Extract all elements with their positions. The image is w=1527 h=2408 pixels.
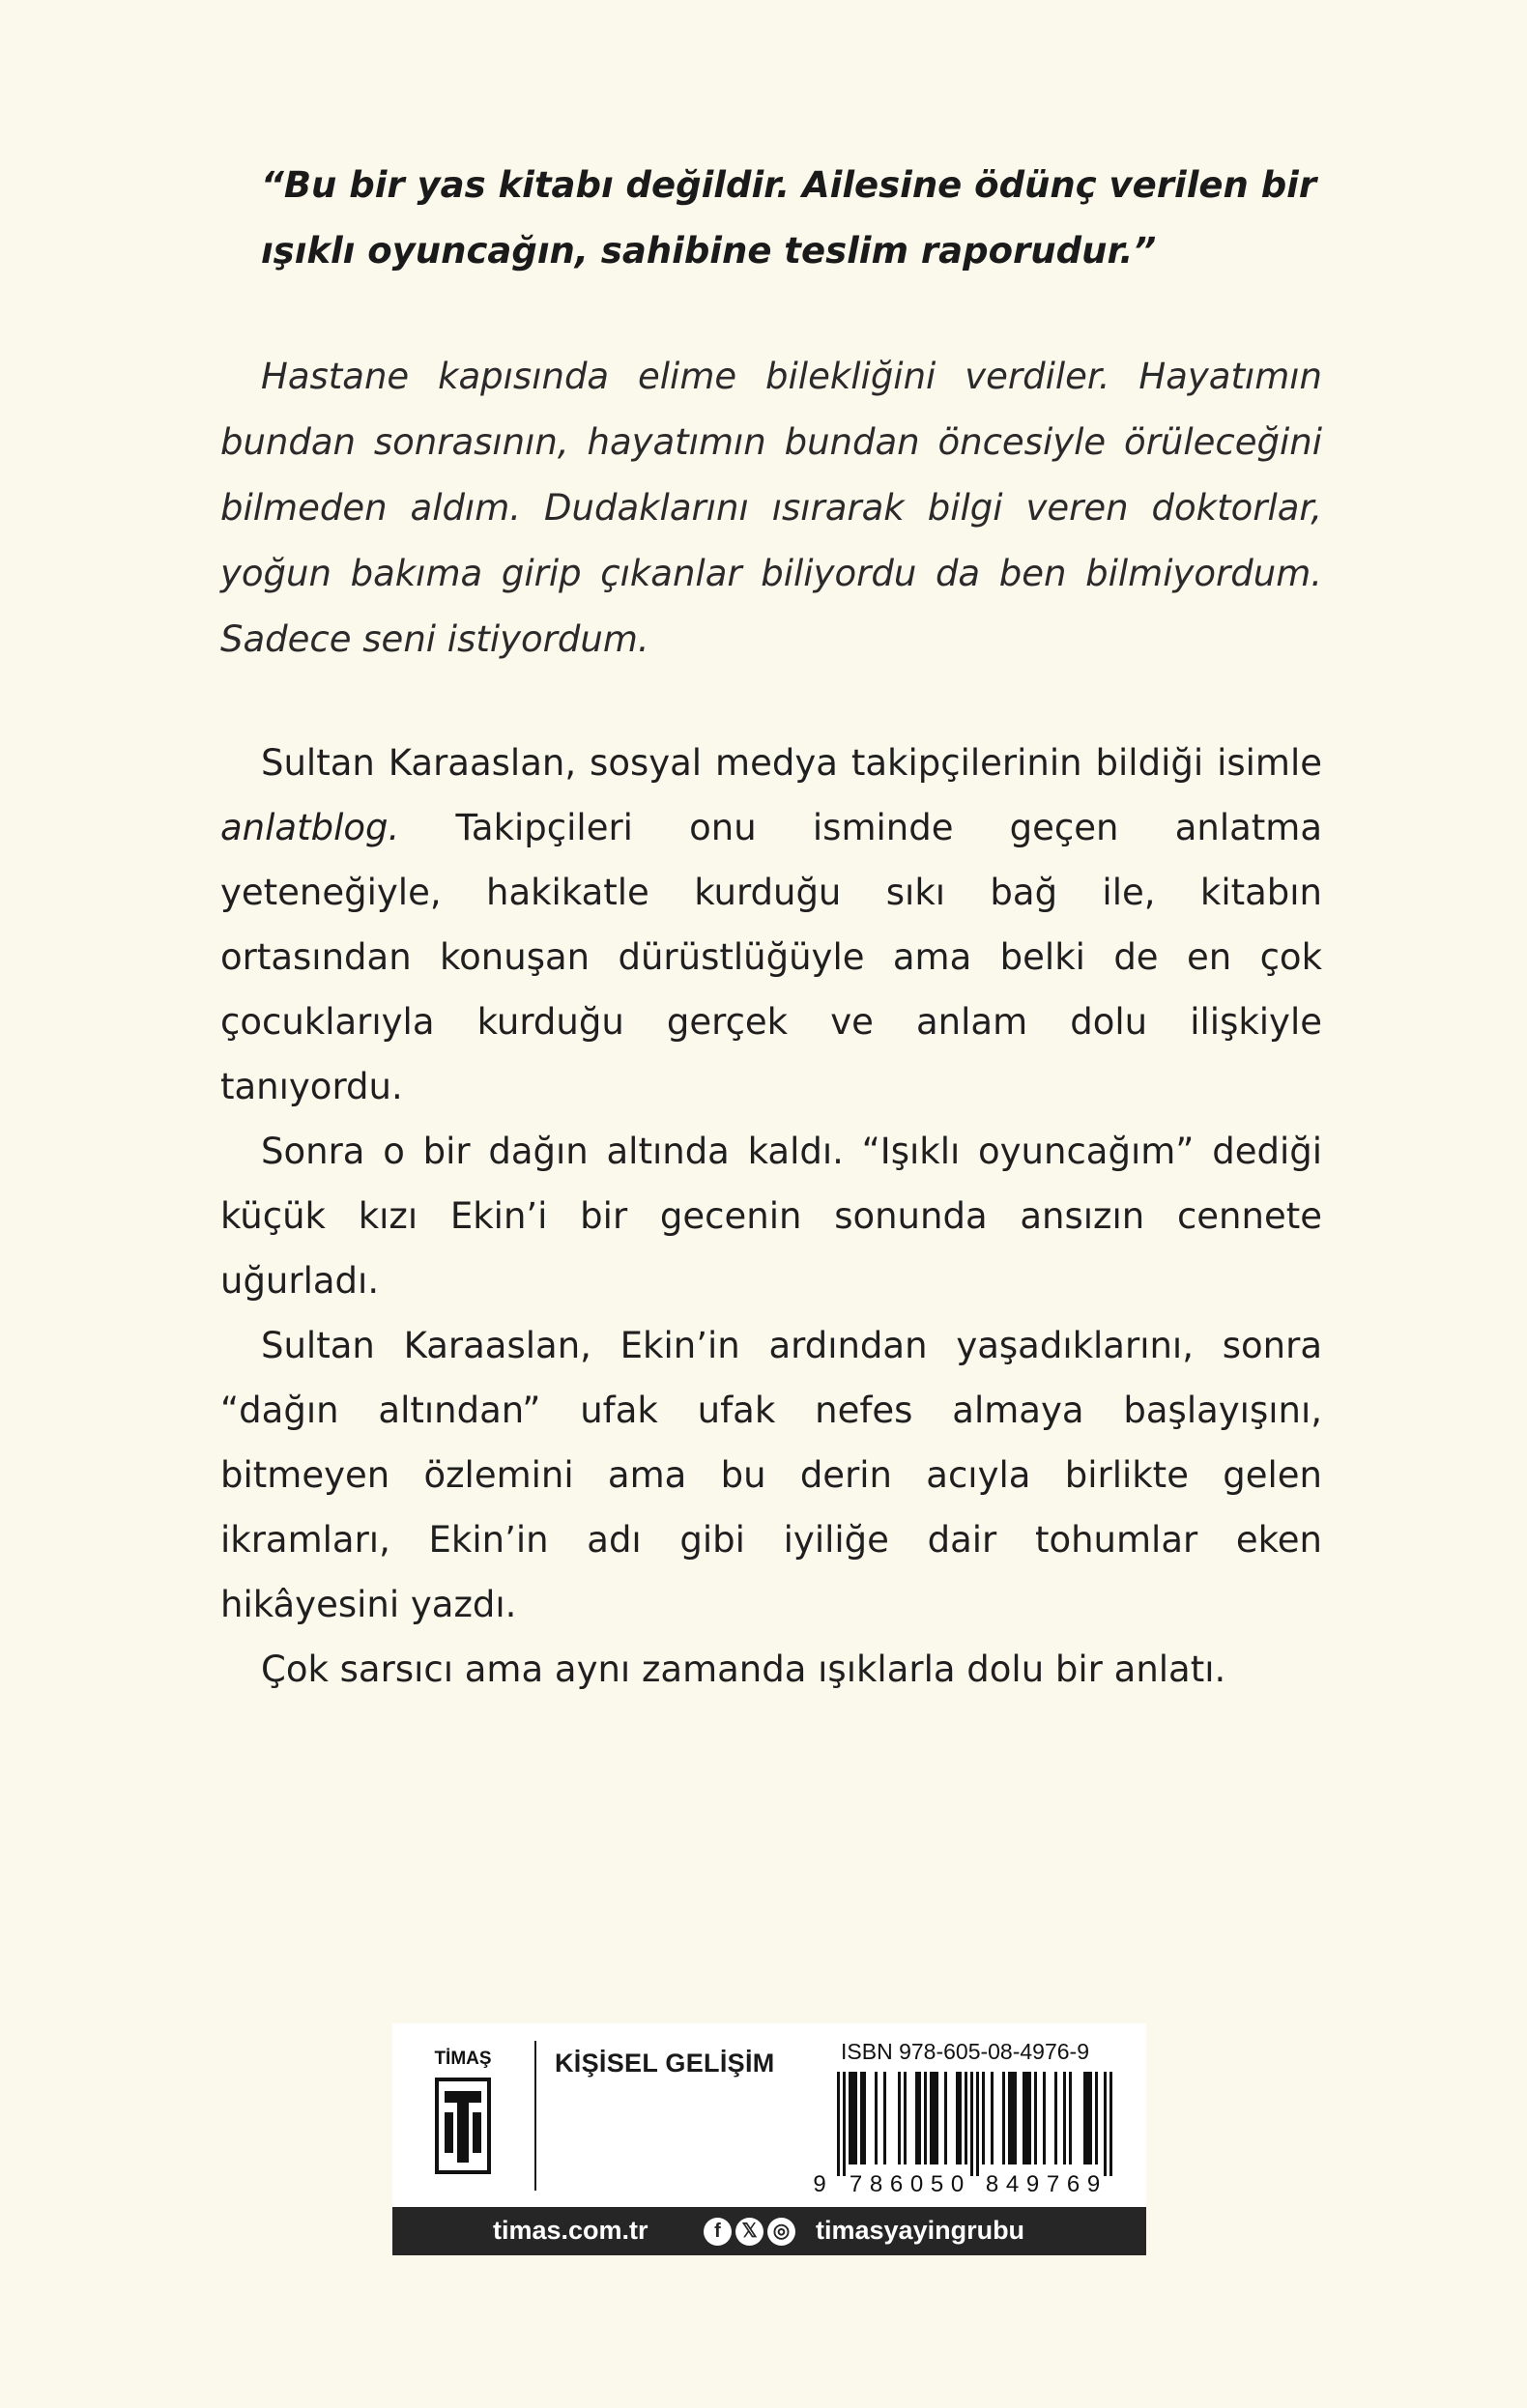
barcode-bar [965, 2072, 967, 2164]
description-paragraph-3: Sultan Karaaslan, Ekin’in ardından yaşadıklarını, sonra “dağın altından” ufak ufak nefes almaya başlayışını, bitmeyen özlemini ama bu derin acıyla birlikte gelen ikramları, Ekin’in adı gibi iyiliğe dair tohumlar eken hikâyesini yazdı. [220, 1325, 1322, 1625]
description-paragraph-4: Çok sarsıcı ama aynı zamanda ışıklarla dolu bir anlatı. [261, 1648, 1226, 1690]
x-icon[interactable]: 𝕏 [735, 2218, 764, 2246]
barcode-digit: 9 [1086, 2171, 1101, 2197]
barcode-digit: 9 [813, 2171, 826, 2197]
blog-name: anlatblog. [220, 807, 400, 848]
barcode-bar [1054, 2072, 1057, 2164]
book-description [220, 731, 1322, 1702]
barcode-bar [851, 2072, 854, 2164]
description-p1-rest: Takipçileri onu isminde geçen anlatma yeteneğiyle, hakikatle kurduğu sıkı bağ ile, kitabın ortasından konuşan dürüstlüğüyle ama belki de en çok çocuklarıyla kurduğu gerçek ve anlam dolu ilişkiyle tanıyordu. [220, 807, 1322, 1107]
barcode-bar [956, 2072, 959, 2164]
barcode-bar [1034, 2072, 1037, 2164]
barcode-bar [1095, 2072, 1098, 2164]
book-excerpt: Hastane kapısında elime bilekliğini verdiler. Hayatımın bundan sonrasının, hayatımın bundan öncesiyle örüleceğini bilmeden aldım. Dudaklarını ısırarak bilgi veren doktorlar, yoğun bakıma girip çıkanlar biliyordu da ben bilmiyordum. Sadece seni istiyordum. [220, 356, 1322, 660]
barcode-bar [915, 2072, 918, 2164]
barcode-bar [863, 2072, 866, 2164]
footer-divider [534, 2041, 536, 2191]
footer-info-panel [392, 2023, 1146, 2207]
publisher-logo-mark-icon [435, 2078, 491, 2174]
barcode-bar [837, 2072, 840, 2176]
barcode-bar [1028, 2072, 1031, 2164]
barcode-digit: 7 [1046, 2171, 1060, 2197]
barcode-bar [970, 2072, 973, 2176]
barcode-bar [904, 2072, 907, 2164]
publisher-logo [419, 2049, 506, 2192]
publisher-footer [392, 2023, 1146, 2255]
barcode-digit: 0 [950, 2171, 965, 2197]
isbn-label: ISBN 978-605-08-4976-9 [841, 2039, 1089, 2064]
publisher-website[interactable]: timas.com.tr [493, 2216, 648, 2245]
barcode-bar [1023, 2072, 1025, 2164]
instagram-icon[interactable]: ◎ [767, 2218, 795, 2246]
description-p1-lead: Sultan Karaaslan, sosyal medya takipçilerinin bildiği isimle [261, 742, 1322, 784]
barcode-digit: 9 [1025, 2171, 1040, 2197]
footer-contact-bar [392, 2207, 1146, 2255]
barcode-bar [849, 2072, 851, 2164]
barcode-digit: 6 [1066, 2171, 1080, 2197]
barcode-bar [1089, 2072, 1092, 2164]
isbn-barcode [802, 2033, 1137, 2199]
barcode-bar [1011, 2072, 1014, 2164]
publisher-logo-text: TİMAŞ [434, 2049, 492, 2069]
barcode-bar [982, 2072, 985, 2164]
barcode-bar [1008, 2072, 1011, 2164]
barcode-digit: 8 [985, 2171, 999, 2197]
barcode-digit: 7 [849, 2171, 863, 2197]
barcode-bar [1104, 2072, 1107, 2176]
barcode-bar [843, 2072, 846, 2176]
barcode-digit: 4 [1005, 2171, 1020, 2197]
barcode-bar [875, 2072, 878, 2164]
barcode-graphic [812, 2072, 1127, 2197]
barcode-digit: 8 [869, 2171, 883, 2197]
barcode-digit: 0 [909, 2171, 924, 2197]
barcode-bar [1043, 2072, 1046, 2164]
barcode-bar [944, 2072, 947, 2164]
barcode-bar [898, 2072, 901, 2164]
barcode-bar [860, 2072, 863, 2164]
barcode-digit: 5 [930, 2171, 944, 2197]
description-paragraph-1 [220, 731, 1322, 1119]
barcode-bar [1002, 2072, 1005, 2164]
barcode-bar [1083, 2072, 1086, 2164]
barcode-bar [933, 2072, 936, 2164]
barcode-bar [930, 2072, 933, 2164]
barcode-bar [1014, 2072, 1017, 2164]
social-handle[interactable]: timasyayingrubu [816, 2216, 1025, 2245]
book-category: KİŞİSEL GELİŞİM [555, 2049, 775, 2078]
barcode-bar [991, 2072, 994, 2164]
barcode-bar [1025, 2072, 1028, 2164]
barcode-bar [936, 2072, 938, 2164]
social-icons [704, 2218, 795, 2246]
barcode-bar [976, 2072, 979, 2176]
barcode-bar [918, 2072, 921, 2164]
barcode-bar [883, 2072, 886, 2164]
barcode-bar [959, 2072, 962, 2164]
barcode-bar [1086, 2072, 1089, 2164]
barcode-bar [854, 2072, 857, 2164]
barcode-bar [1069, 2072, 1072, 2164]
back-cover-quote: “Bu bir yas kitabı değildir. Ailesine ödünç verilen bir ışıklı oyuncağın, sahibine teslim raporudur.” [261, 164, 1317, 272]
barcode-bar [1109, 2072, 1112, 2176]
description-paragraph-2: Sonra o bir dağın altında kaldı. “Işıklı oyuncağım” dediği küçük kızı Ekin’i bir gecenin sonunda ansızın cennete uğurladı. [220, 1131, 1322, 1302]
barcode-bar [1063, 2072, 1066, 2164]
barcode-bar [924, 2072, 927, 2164]
barcode-digit: 6 [889, 2171, 904, 2197]
facebook-icon[interactable]: f [704, 2218, 732, 2246]
